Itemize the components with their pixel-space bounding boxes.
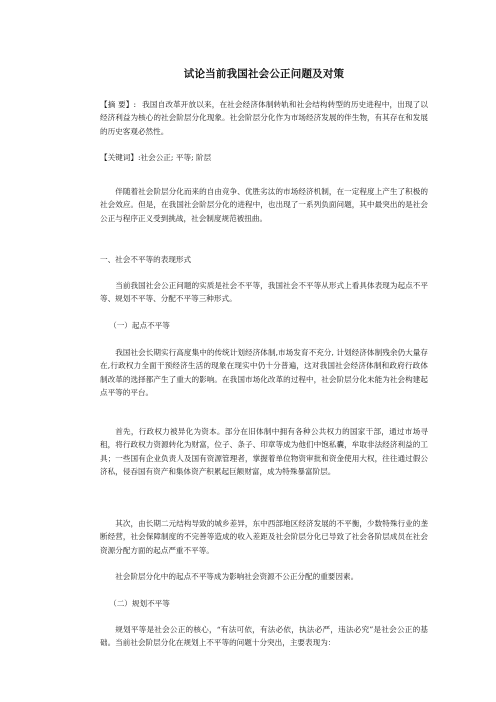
body-paragraph-2: 当前我国社会公正问题的实质是社会不平等，我国社会不平等从形式上看具体表现为起点不平等、规划不平等、分配不平等三种形式。 (100, 281, 428, 304)
keywords-text: 社会公正; 平等; 阶层 (140, 153, 212, 162)
section-heading-1: 一、社会不平等的表现形式 (100, 255, 192, 264)
document-title: 试论当前我国社会公正问题及对策 (183, 68, 345, 80)
keywords-label: 【关键词】: (100, 153, 141, 162)
body-paragraph-5: 其次，由长期二元结构导致的城乡差异，东中西部地区经济发展的不平衡，少数特殊行业的垄断经营，社会保障制度的不完善等造成的收入差距及社会阶层分化已导致了社会各阶层成员在社会资源分配方面的起点严重不平等。 (100, 519, 428, 555)
body-paragraph-1: 伴随着社会阶层分化而来的自由竞争、优胜劣汰的市场经济机制，在一定程度上产生了积极的社会效应。但是，在我国社会阶层分化的进程中，也出现了一系列负面问题，其中最突出的是社会公正与程序正义受到挑战，社会制度规范被扭曲。 (100, 187, 428, 223)
subsection-heading-1: （一）起点不平等 (109, 321, 170, 330)
abstract-text: 我国自改革开放以来，在社会经济体制转轨和社会结构转型的历史进程中，出现了以经济利益为核心的社会阶层分化现象。社会阶层分化作为市场经济发展的伴生物，有其存在和发展的历史客观必然性。 (100, 100, 428, 136)
body-paragraph-4: 首先，行政权力被异化为资本。部分在旧体制中拥有各种公共权力的国家干部，通过市场寻租，将行政权力资源转化为财富，位子、条子、印章等成为他们中饱私囊，牟取非法经济利益的工具；一些国有企业负责人及国有资源管理者，掌握着单位物资审批和资金使用大权，往往通过假公济私，侵吞国有资产和集体资产积累起巨额财富，成为特殊暴富阶层。 (100, 427, 428, 476)
subsection-heading-2: （二）规划不平等 (109, 599, 170, 608)
body-paragraph-3: 我国社会长期实行高度集中的传统计划经济体制,市场发育不充分, 计划经济体制残余仍大量存在,行政权力全面干预经济生活的现象在现实中仍十分普遍，这对我国社会经济体制和政府行政体制改革的选择都产生了重大的影响。在我国市场化改革的过程中，社会阶层分化未能为社会构建起点平等的平台。 (100, 348, 428, 397)
abstract-label: 【摘 要】: (100, 100, 137, 109)
keywords-paragraph (100, 151, 428, 164)
abstract-paragraph (100, 98, 428, 138)
body-paragraph-6: 社会阶层分化中的起点不平等成为影响社会资源不公正分配的重要因素。 (115, 572, 359, 581)
body-paragraph-7: 规划平等是社会公正的核心，“有法可依，有法必依，执法必严，违法必究”是社会公正的基础。当前社会阶层分化在规划上不平等的问题十分突出，主要表现为： (100, 625, 428, 648)
